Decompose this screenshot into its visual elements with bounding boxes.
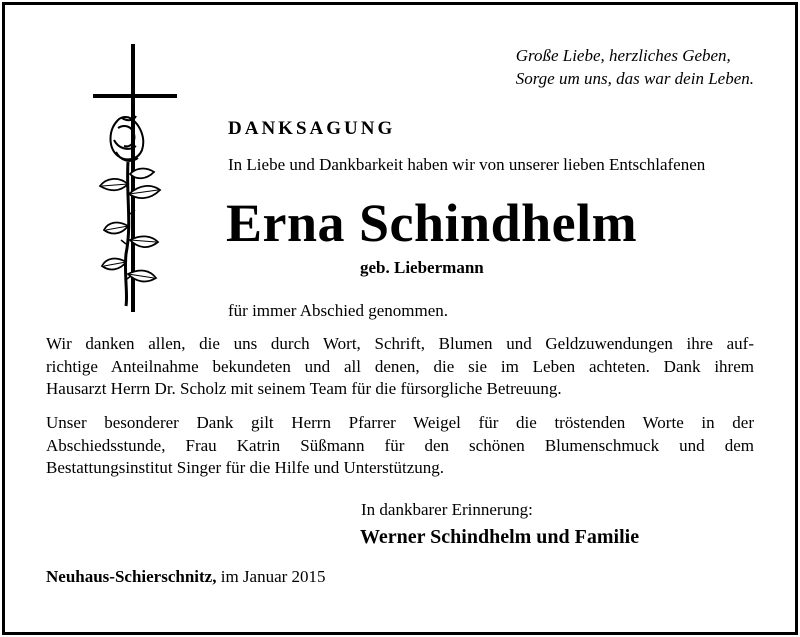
motto-line-1: Große Liebe, herzliches Geben, (515, 46, 731, 65)
paragraph-1-line-2: richtige Anteilnahme bekundeten und all denen, die sie im Leben achteten. Dank ihrem (46, 356, 754, 376)
date: im Januar 2015 (220, 567, 326, 586)
place: Neuhaus-Schierschnitz, (46, 567, 217, 586)
cross-with-rose-icon (88, 44, 188, 314)
thanks-paragraph-1 (46, 333, 754, 401)
motto-line-2: Sorge um uns, das war dein Leben. (515, 69, 754, 88)
signers: Werner Schindhelm und Familie (360, 526, 640, 548)
paragraph-1-line-1: Wir danken allen, die uns durch Wort, Schrift, Blumen und Geldzuwendungen ihre auf- (46, 334, 754, 353)
maiden-name: geb. Liebermann (360, 258, 484, 277)
memory-line: In dankbarer Erinnerung: (361, 500, 533, 519)
paragraph-1-line-3: Hausarzt Herrn Dr. Scholz mit seinem Team für die fürsorgliche Betreuung. (46, 379, 562, 398)
thanks-paragraph-2 (46, 412, 754, 480)
intro-text: In Liebe und Dankbarkeit haben wir von unserer lieben Entschlafenen (228, 155, 706, 174)
farewell-text: für immer Abschied genommen. (228, 301, 449, 320)
paragraph-2-line-3: Bestattungsinstitut Singer für die Hilfe und Unterstützung. (46, 458, 445, 477)
paragraph-2-line-2: Abschiedsstunde, Frau Katrin Süßmann für den schönen Blumenschmuck und dem (46, 435, 754, 455)
place-and-date (46, 567, 326, 587)
motto (516, 44, 754, 90)
paragraph-2-line-1: Unser besonderer Dank gilt Herrn Pfarrer Weigel für die tröstenden Worte in der (46, 413, 754, 432)
heading-danksagung: DANKSAGUNG (228, 118, 396, 139)
deceased-name: Erna Schindhelm (226, 193, 638, 253)
